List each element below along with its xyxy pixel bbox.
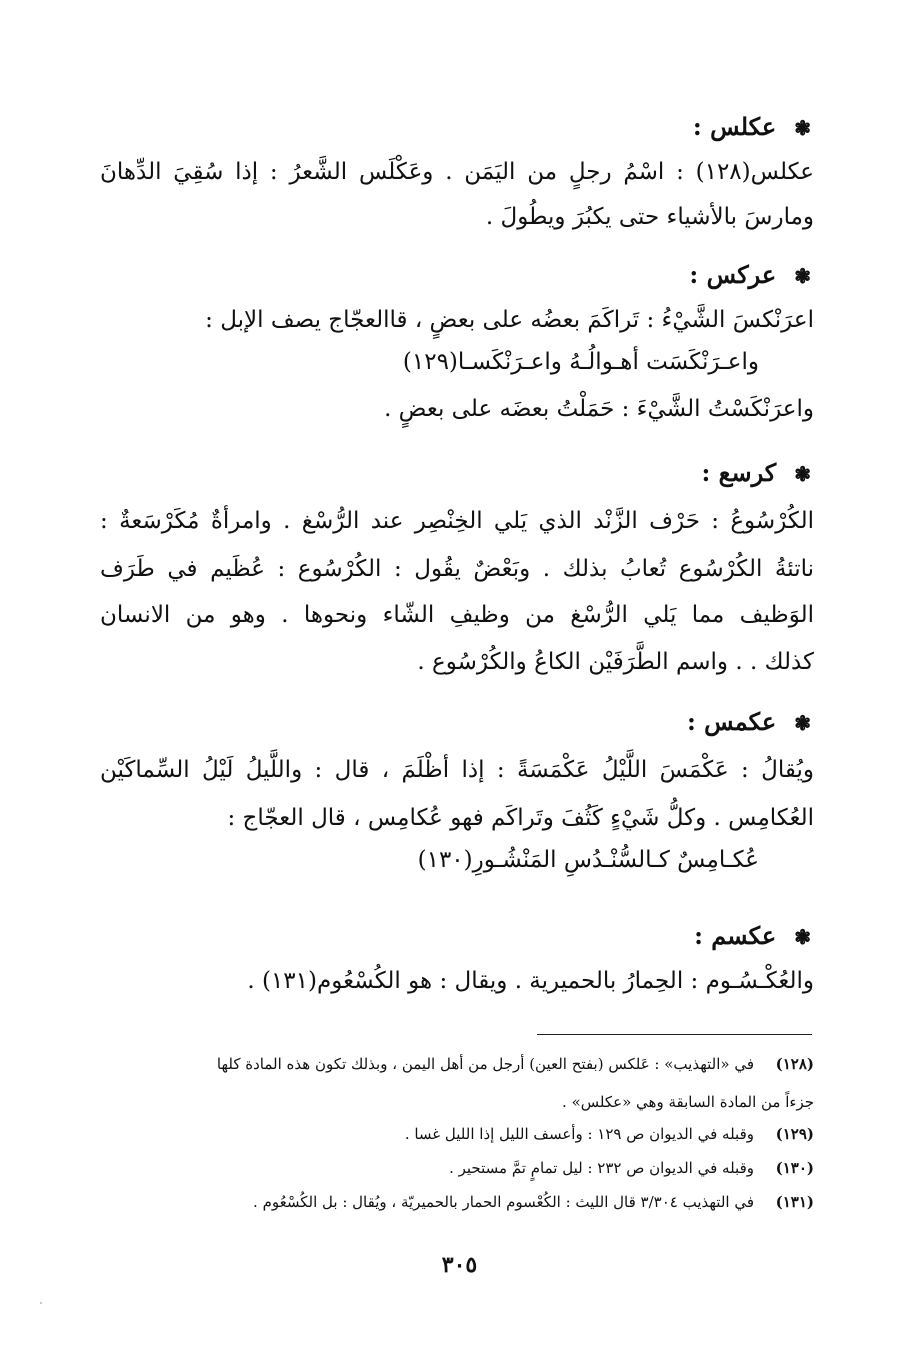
asterisk-icon: ❃ [794,116,811,140]
page-number: ٣٠٥ [441,1252,478,1278]
verse-line: عُكـامِسٌ كـالسُّنْـدُسِ المَنْشُـورِ(١٣٠) [417,847,759,873]
entry-line: واعرَنْكَسْتُ الشَّيْءَ : حَمَلْتُ بعضَه على بعضٍ . [384,396,814,422]
entry-line: الكُرْسُوعُ : حَرْف الزَّنْد الذي يَلي الخِنْصِر عند الرُّسْغ . وامرأةٌ مُكَرْسَعةٌ : [100,508,814,534]
entry-heading: ❃عكمس : [686,707,811,736]
entry-line: اعرَنْكسَ الشَّيْءُ : تَراكَمَ بعضُه على بعضٍ ، قاالعجّاج يصف الإبل : [205,307,814,333]
footnote-number: (١٣٠) [775,1159,814,1177]
entry-line: والعُكْـسُـوم : الحِمارُ بالحميرية . ويقال : هو الكُسْعُوم(١٣١) . [247,968,814,994]
footnote [100,1191,814,1213]
entry-line: ويُقالُ : عَكْمَسَ اللَّيْلُ عَكْمَسَةً : إذا أظْلَمَ ، قال : واللَّيلُ لَيْلُ السِّماكَيْن [100,757,814,783]
footnote-number: (١٢٨) [775,1055,814,1073]
footnote [100,1157,814,1179]
entry-line: كذلك . . واسم الطَّرَفَيْن الكاعُ والكُرْسُوع . [417,649,814,675]
footnote-separator [537,1034,812,1035]
entry-heading: ❃عركس : [689,260,811,289]
asterisk-icon: ❃ [794,462,811,486]
entry-line: ناتئةُ الكُرْسُوع تُعابُ بذلك . وبَعْضٌ يقُول : الكُرْسُوع : عُظَيم في طَرَف [100,556,814,582]
footnote-continuation: جزءاً من المادة السابقة وهي «عكلس» . [562,1093,814,1111]
verse-line: واعـرَنْكَسَت أهـوالُـهُ واعـرَنْكَسـا(١٢٩) [402,349,759,375]
asterisk-icon: ❃ [794,711,811,735]
entry-line: العُكامِس . وكلُّ شَيْءٍ كَثُفَ وتَراكَم فهو عُكامِس ، قال العجّاج : [227,805,814,831]
asterisk-icon: ❃ [794,925,811,949]
footnote [100,1053,814,1075]
entry-heading: ❃عكسم : [694,921,811,950]
scan-speck [40,1302,42,1304]
footnote-number: (١٢٩) [775,1125,814,1143]
entry-line: عكلس(١٢٨) : اسْمُ رجلٍ من اليَمَن . وعَكْلَس الشَّعرُ : إذا سُقِيَ الدِّهانَ [100,159,814,185]
entry-line: ومارسَ بالأشياء حتى يكبُرَ ويطُولَ . [485,204,814,230]
footnote-text: في «التهذيب» : عَلكس (بفتح العين) أرجل من أهل اليمن ، وبذلك تكون هذه المادة كلها [216,1055,754,1073]
footnote-text: وقبله في الديوان ص ١٢٩ : وأعسف الليل إذا الليل غسا . [404,1125,754,1143]
asterisk-icon: ❃ [794,264,811,288]
footnote-number: (١٣١) [775,1193,814,1211]
entry-heading: ❃عكلس : [692,112,811,141]
footnote-text: في التهذيب ٣/٣٠٤ قال الليث : الكُعْسوم الحمار بالحميريّة ، ويُقال : بل الكُسْعُوم . [253,1193,754,1211]
entry-heading: ❃كرسع : [701,458,811,487]
footnote [100,1123,814,1145]
footnote-text: وقبله في الديوان ص ٢٣٢ : ليل تمامٍ تمَّ مستحير . [449,1159,754,1177]
entry-line: الوَظيف مما يَلي الرُّسْغ من وظيفِ الشّاء ونحوها . وهو من الانسان [100,602,814,628]
